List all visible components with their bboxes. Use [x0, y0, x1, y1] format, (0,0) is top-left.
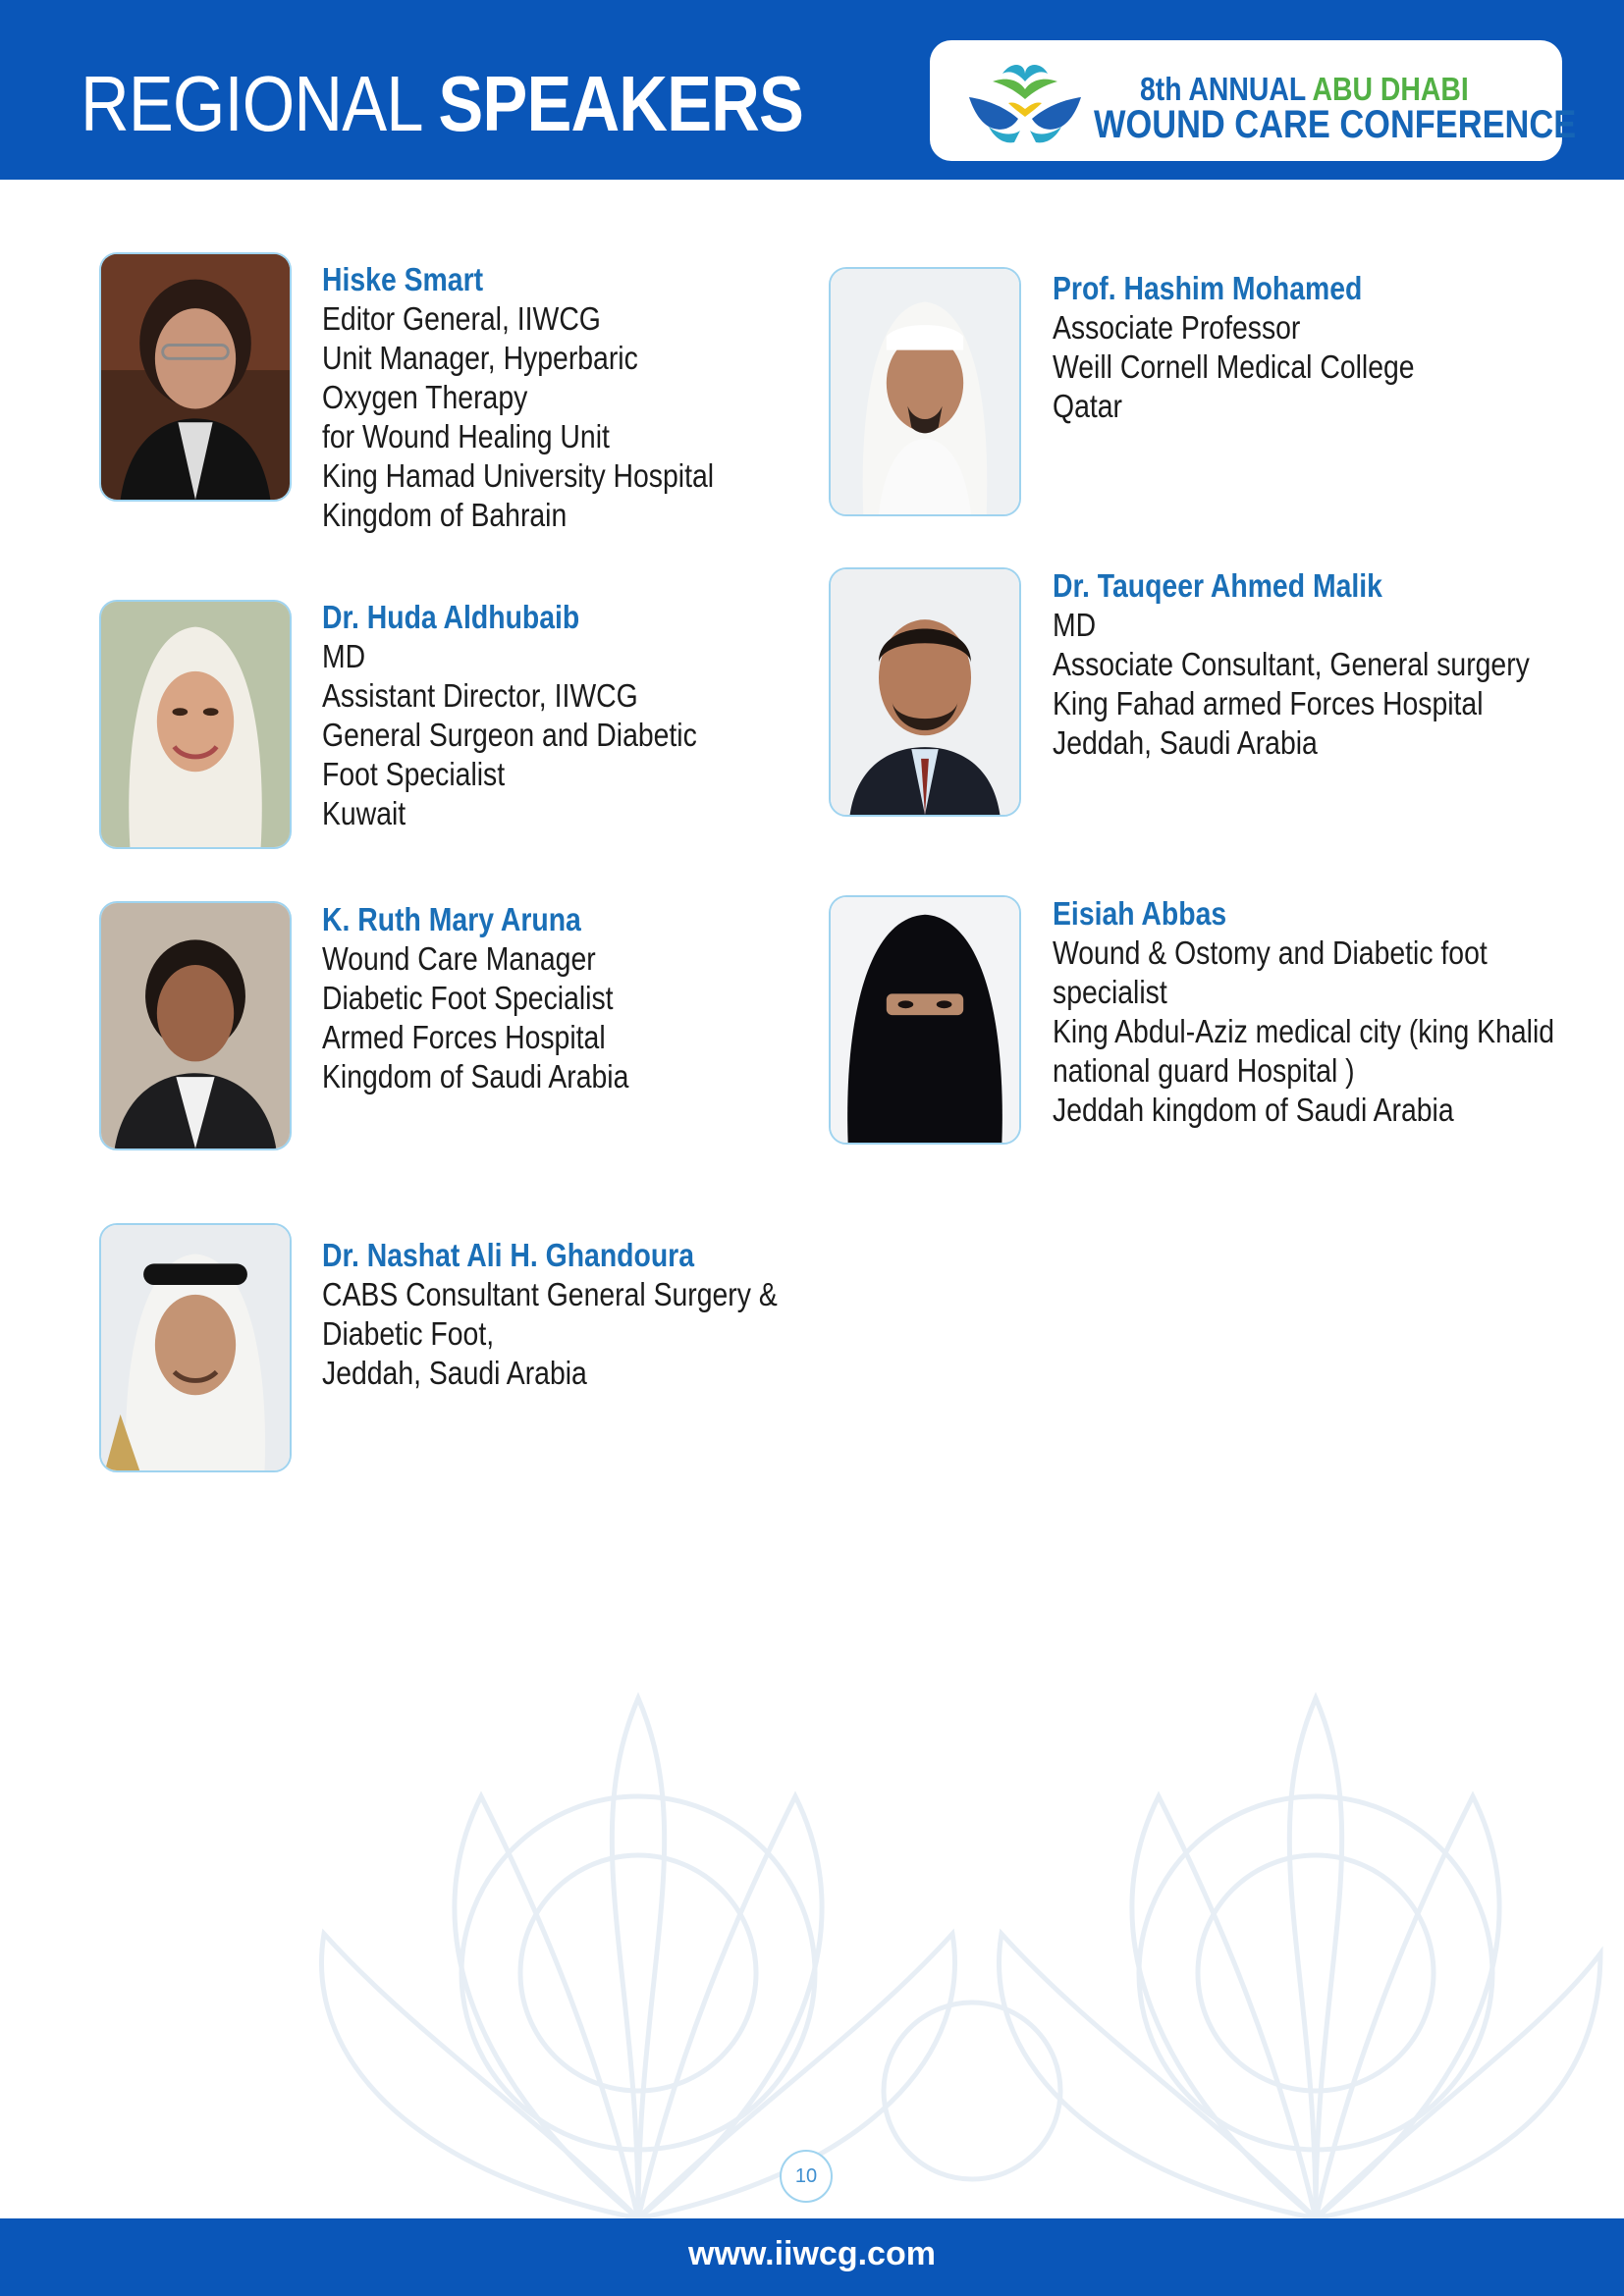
speaker-name: K. Ruth Mary Aruna	[322, 901, 581, 937]
speaker-info	[1053, 894, 1555, 1130]
speaker-detail: Weill Cornell Medical College	[1053, 348, 1415, 385]
conference-logo	[930, 40, 1577, 161]
speaker-detail: Kingdom of Bahrain	[322, 497, 568, 533]
speaker-detail: Qatar	[1053, 388, 1122, 424]
speaker-detail: Wound Care Manager	[322, 940, 596, 977]
speaker-name: Dr. Nashat Ali H. Ghandoura	[322, 1237, 694, 1273]
website-link[interactable]: www.iiwcg.com	[688, 2235, 936, 2272]
page-number: 10	[780, 2150, 833, 2203]
speaker-detail: King Fahad armed Forces Hospital	[1053, 685, 1484, 721]
speaker-detail: Kuwait	[322, 795, 406, 831]
speaker-detail: Kingdom of Saudi Arabia	[322, 1058, 629, 1095]
speaker-detail: CABS Consultant General Surgery &	[322, 1276, 778, 1312]
footer-banner	[0, 2218, 1624, 2296]
speaker-detail: Jeddah, Saudi Arabia	[1053, 724, 1318, 761]
speaker-detail: Diabetic Foot Specialist	[322, 980, 614, 1016]
speaker-detail: Oxygen Therapy	[322, 379, 528, 415]
header-banner	[0, 0, 1624, 180]
logo-city-text: ABU DHABI	[1312, 71, 1469, 107]
speaker-info	[322, 598, 795, 833]
speaker-photo	[99, 252, 292, 502]
speaker-detail: for Wound Healing Unit	[322, 418, 610, 454]
speaker-detail: Assistant Director, IIWCG	[322, 677, 638, 714]
speaker-detail: MD	[322, 638, 366, 674]
speaker-detail: Unit Manager, Hyperbaric	[322, 340, 638, 376]
speaker-name: Dr. Huda Aldhubaib	[322, 599, 580, 635]
speaker-name: Eisiah Abbas	[1053, 895, 1227, 932]
speaker-info	[1053, 269, 1526, 426]
speaker-photo	[829, 895, 1021, 1145]
speaker-name: Prof. Hashim Mohamed	[1053, 270, 1363, 306]
page-title-bold: SPEAKERS	[438, 60, 804, 147]
speaker-info	[322, 900, 795, 1096]
speaker-detail: Jeddah kingdom of Saudi Arabia	[1053, 1092, 1454, 1128]
speaker-detail: Associate Professor	[1053, 309, 1301, 346]
page-title	[81, 57, 803, 151]
speaker-detail: Armed Forces Hospital	[322, 1019, 606, 1055]
decorative-pattern-icon	[285, 1679, 1610, 2218]
speaker-detail: Wound & Ostomy and Diabetic foot	[1053, 934, 1488, 971]
speaker-info	[322, 1236, 795, 1393]
speaker-detail: Associate Consultant, General surgery	[1053, 646, 1530, 682]
speaker-detail: King Abdul-Aziz medical city (king Khalid	[1053, 1013, 1555, 1049]
logo-line-2: WOUND CARE CONFERENCE	[1094, 103, 1577, 146]
speaker-detail: Editor General, IIWCG	[322, 300, 601, 337]
speaker-name: Hiske Smart	[322, 261, 484, 297]
speaker-detail: Diabetic Foot,	[322, 1315, 495, 1352]
speaker-detail: General Surgeon and Diabetic	[322, 717, 697, 753]
speaker-detail: national guard Hospital )	[1053, 1052, 1355, 1089]
speaker-photo	[99, 600, 292, 849]
speaker-detail: King Hamad University Hospital	[322, 457, 715, 494]
speaker-name: Dr. Tauqeer Ahmed Malik	[1053, 567, 1382, 604]
logo-edition-text: 8th ANNUAL	[1140, 71, 1306, 107]
speaker-detail: MD	[1053, 607, 1097, 643]
speaker-detail: specialist	[1053, 974, 1167, 1010]
logo-line-1	[1140, 72, 1469, 107]
speaker-info	[322, 260, 795, 535]
speaker-photo	[99, 901, 292, 1150]
speaker-photo	[829, 267, 1021, 516]
hands-logo-icon	[963, 60, 1087, 146]
speaker-info	[1053, 566, 1530, 763]
speaker-photo	[99, 1223, 292, 1472]
speaker-photo	[829, 567, 1021, 817]
page-title-regular: REGIONAL	[81, 60, 421, 147]
speaker-detail: Jeddah, Saudi Arabia	[322, 1355, 587, 1391]
speaker-detail: Foot Specialist	[322, 756, 506, 792]
